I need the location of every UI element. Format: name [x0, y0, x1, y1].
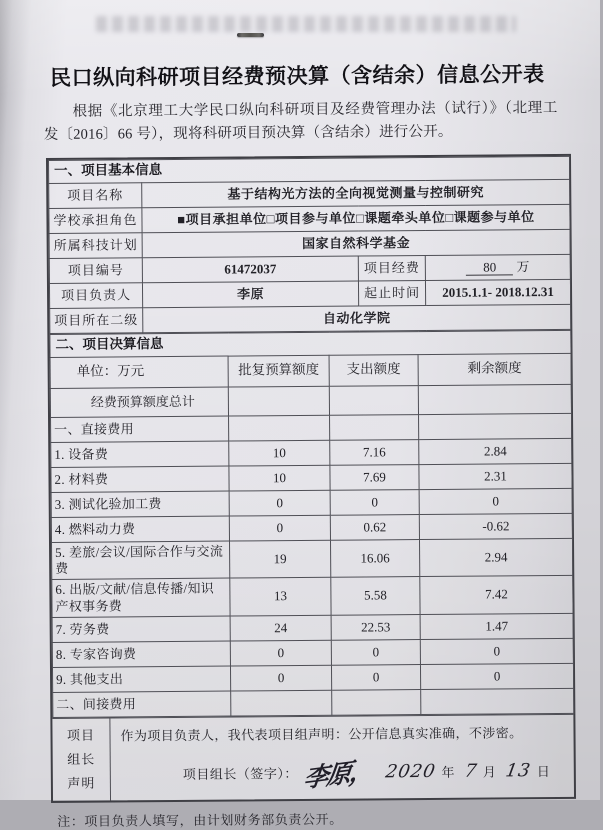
signature-line	[121, 753, 564, 792]
budget-item-spent: 0	[331, 664, 420, 690]
period-label: 起止时间	[358, 280, 425, 306]
basic-info-section-title: 一、项目基本信息	[49, 156, 570, 183]
budget-total-label: 经费预算额度总计	[50, 387, 228, 417]
budget-total-spent	[329, 385, 418, 415]
budget-item-label: 1. 设备费	[51, 441, 229, 467]
declaration-content	[110, 715, 574, 801]
budget-item-remaining: 7.42	[420, 576, 573, 615]
table-row	[52, 538, 573, 580]
budget-item-label: 7. 劳务费	[52, 616, 230, 642]
budget-item-approved: 19	[229, 540, 330, 578]
page-title: 民口纵向科研项目经费预决算（含结余）信息公开表	[50, 63, 545, 90]
budget-item-approved: 13	[230, 578, 331, 616]
handwritten-signature: 李原，	[302, 754, 375, 794]
intro-paragraph: 根据《北京理工大学民口纵向科研项目及经费管理办法（试行）》（北理工发〔2016〕66 号），现将科研项目预决算（含结余）进行公开。	[43, 99, 558, 143]
budget-item-approved: 10	[229, 465, 330, 491]
funding-value-cell	[425, 254, 570, 280]
budget-item-approved: 0	[230, 665, 331, 691]
budget-item-spent: 7.69	[330, 464, 419, 490]
spent-header: 支出额度	[329, 354, 418, 386]
budget-item-spent: 16.06	[330, 539, 419, 577]
role-label: 学校承担角色	[49, 208, 142, 234]
declaration-block	[52, 714, 574, 801]
program-label: 所属科技计划	[49, 233, 142, 259]
year-label: 年	[441, 765, 455, 781]
project-name-label: 项目名称	[49, 183, 142, 209]
budget-item-remaining: 0	[420, 638, 573, 664]
budget-header-row	[50, 353, 571, 388]
budget-items	[51, 438, 574, 692]
dept-label: 项目所在二级	[50, 308, 143, 334]
budget-item-label: 5. 差旅/会议/国际合作与交流费	[52, 541, 230, 580]
dept-value: 自动化学院	[143, 304, 571, 332]
signature-year: 2020	[383, 761, 438, 783]
budget-total-remaining	[418, 384, 571, 414]
funding-amount: 80	[466, 259, 513, 275]
budget-item-label: 8. 专家咨询费	[52, 641, 230, 667]
declaration-statement: 作为项目负责人，我代表项目组声明：公开信息真实准确，不涉密。	[120, 725, 523, 744]
budget-item-approved: 10	[229, 440, 330, 466]
budget-item-remaining: 2.84	[419, 438, 572, 464]
program-value: 国家自然科学基金	[142, 229, 570, 257]
month-label: 月	[482, 764, 496, 780]
project-name-value: 基于结构光方法的全向视觉测量与控制研究	[142, 179, 570, 207]
budget-item-spent: 7.16	[330, 439, 419, 465]
handwritten-date	[383, 760, 550, 783]
period-value: 2015.1.1- 2018.12.31	[425, 279, 570, 305]
budget-item-label: 4. 燃料动力费	[51, 516, 229, 542]
budget-item-approved: 0	[230, 640, 331, 666]
budget-item-remaining: 2.31	[419, 463, 572, 489]
remaining-header: 剩余额度	[418, 353, 571, 385]
budget-item-approved: 0	[229, 490, 330, 516]
project-number-label: 项目编号	[49, 258, 142, 284]
budget-item-label: 3. 测试化验加工费	[51, 491, 229, 517]
day-label: 日	[536, 764, 550, 780]
footnote: 注：项目负责人填写，由计划财务部负责公开。	[57, 811, 343, 829]
unit-header: 单位：万元	[50, 356, 228, 388]
role-value: ■项目承担单位□项目参与单位□课题牵头单位□课题参与单位	[142, 204, 570, 232]
budget-table	[49, 330, 574, 718]
declaration-side-line: 项目	[66, 727, 96, 743]
budget-total-approved	[228, 386, 329, 416]
budget-item-spent: 0	[331, 639, 420, 665]
leader-label: 项目负责人	[49, 283, 142, 309]
budget-section-title: 二、项目决算信息	[50, 330, 571, 357]
funding-unit: 万	[516, 258, 530, 274]
budget-item-remaining: 0	[419, 488, 572, 514]
leader-value: 李原	[142, 281, 358, 308]
approved-budget-header: 批复预算额度	[228, 355, 329, 387]
budget-item-approved: 24	[230, 615, 331, 641]
project-number-value: 61472037	[142, 256, 358, 283]
budget-item-remaining: 1.47	[420, 613, 573, 639]
budget-item-spent: 0.62	[330, 514, 419, 540]
budget-total-row	[50, 384, 571, 417]
indirect-costs-label: 二、间接费用	[53, 691, 231, 717]
budget-item-remaining: 2.94	[419, 538, 572, 577]
budget-item-approved: 0	[229, 515, 330, 541]
budget-item-spent: 22.53	[331, 614, 420, 640]
signature-month: 7	[462, 760, 479, 783]
funding-label: 项目经费	[358, 255, 425, 281]
declaration-side-line: 声明	[67, 775, 96, 791]
table-row	[52, 576, 573, 618]
budget-item-spent: 0	[330, 489, 419, 515]
signature-day: 13	[504, 760, 533, 782]
budget-item-label: 6. 出版/文献/信息传播/知识产权事务费	[52, 578, 230, 617]
direct-costs-label: 一、直接费用	[51, 416, 229, 442]
declaration-side-line: 组长	[67, 751, 96, 767]
indirect-costs-row	[53, 688, 574, 717]
budget-item-label: 9. 其他支出	[52, 666, 230, 692]
signature-label: 项目组长（签字）：	[182, 766, 298, 783]
form-table	[46, 154, 576, 803]
budget-item-label: 2. 材料费	[51, 466, 229, 492]
budget-item-spent: 5.58	[331, 577, 420, 615]
table-row	[50, 304, 571, 333]
basic-info-table	[48, 156, 571, 334]
budget-item-remaining: 0	[420, 663, 573, 689]
declaration-side-label	[52, 718, 111, 800]
budget-item-remaining: -0.62	[419, 513, 572, 539]
